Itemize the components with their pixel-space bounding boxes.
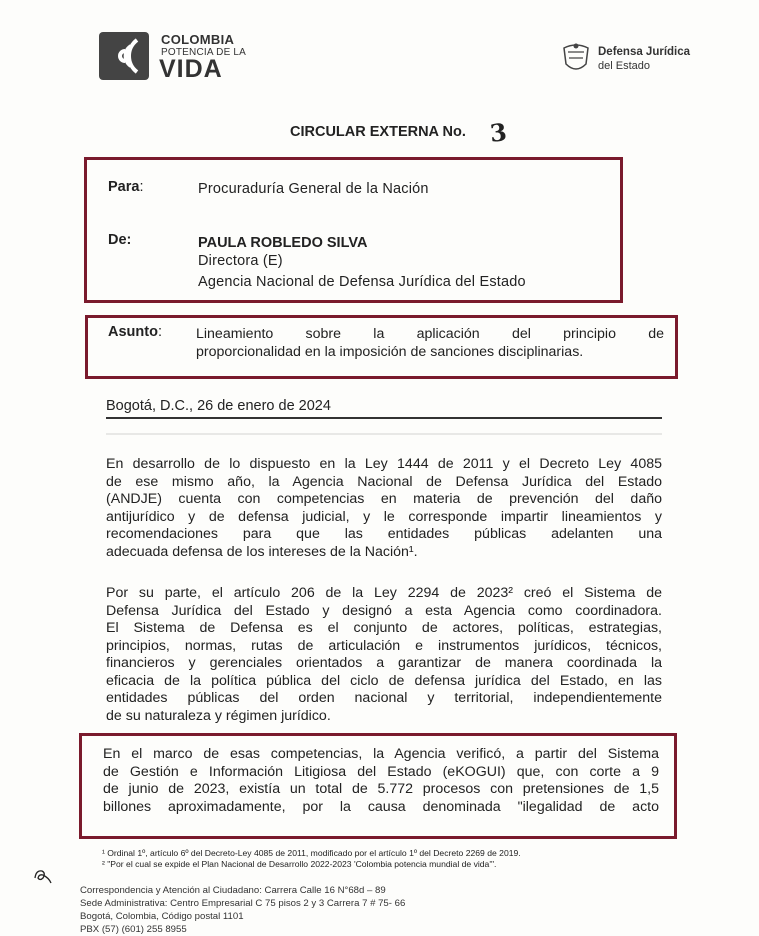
sender-role: Directora (E) <box>198 253 283 269</box>
colombia-potencia-logo <box>99 30 259 82</box>
logo-text-colombia: COLOMBIA <box>161 32 235 47</box>
sender-organization: Agencia Nacional de Defensa Jurídica del Estado <box>198 274 526 290</box>
subject-text: Lineamiento sobre la aplicación del principio de proporcionalidad en la imposición de sanciones disciplinarias. <box>196 326 664 360</box>
de-label: De: <box>108 232 132 248</box>
logo-text-potencia: POTENCIA DE LA <box>161 47 247 58</box>
footer-line: Bogotá, Colombia, Código postal 1101 <box>80 911 244 922</box>
footer-line: Sede Administrativa: Centro Empresarial C 75 pisos 2 y 3 Carrera 7 # 75- 66 <box>80 898 406 909</box>
handwritten-mark-icon <box>30 866 54 888</box>
para-label: Para: <box>108 179 144 195</box>
logo-text-defensa: Defensa Jurídica <box>598 46 691 58</box>
footer-line: Correspondencia y Atención al Ciudadano: Carrera Calle 16 N°68d – 89 <box>80 885 386 896</box>
footer-address <box>80 884 405 936</box>
footer-line: PBX (57) (601) 255 8955 <box>80 924 187 935</box>
sender-name: PAULA ROBLEDO SILVA <box>198 235 368 251</box>
para-value: Procuraduría General de la Nación <box>198 181 429 197</box>
footnote-2: ² "Por el cual se expide el Plan Nacional de Desarrollo 2022-2023 'Colombia potencia mundial de vida'". <box>102 859 497 869</box>
page-title: CIRCULAR EXTERNA No. <box>290 124 466 140</box>
asunto-label: Asunto: <box>108 324 162 340</box>
logo-text-vida: VIDA <box>159 55 223 83</box>
defensa-juridica-logo <box>560 42 710 78</box>
signal-waves-icon <box>99 32 149 80</box>
paragraph-1: En desarrollo de lo dispuesto en la Ley 1444 de 2011 y el Decreto Ley 4085 de ese mismo año, la Agencia Nacional de Defensa Jurídica del Estado (ANDJE) cuenta con competencias en materia de prevención del daño antijurídico y de defensa judicial, y le corresponde impartir lineamientos y recomendaciones para que las entidades públicas adelanten una adecuada defensa de los intereses de la Nación¹. <box>106 456 662 560</box>
paragraph-3: En el marco de esas competencias, la Agencia verificó, a partir del Sistema de Gestión e Información Litigiosa del Estado (eKOGUI) que, con corte a 9 de junio de 2023, existía un total de 5.772 procesos con pretensiones de 1,5 billones aproximadamente, por la causa denominada "ilegalidad de acto <box>103 746 659 815</box>
date-underline <box>106 417 662 419</box>
logo-text-estado: del Estado <box>598 60 650 72</box>
faint-rule <box>106 433 662 435</box>
paragraph-2: Por su parte, el artículo 206 de la Ley 2294 de 2023² creó el Sistema de Defensa Jurídica del Estado y designó a esta Agencia como coordinadora. El Sistema de Defensa es el conjunto de actores, políticas, estrategias, principios, normas, rutas de articulación e instrumentos jurídicos, técnicos, financieros y gerenciales orientados a garantizar de manera coordinada la eficacia de la política pública del ciclo de defensa jurídica del Estado, en las entidades públicas del orden nacional y territorial, independientemente de su naturaleza y régimen jurídico. <box>106 585 662 724</box>
footnote-1: ¹ Ordinal 1º, artículo 6º del Decreto-Ley 4085 de 2011, modificado por el artículo 1º del Decreto 2269 de 2019. <box>102 848 521 858</box>
document-date: Bogotá, D.C., 26 de enero de 2024 <box>106 398 331 414</box>
circular-number: 3 <box>488 117 509 148</box>
coat-of-arms-icon <box>560 42 592 76</box>
